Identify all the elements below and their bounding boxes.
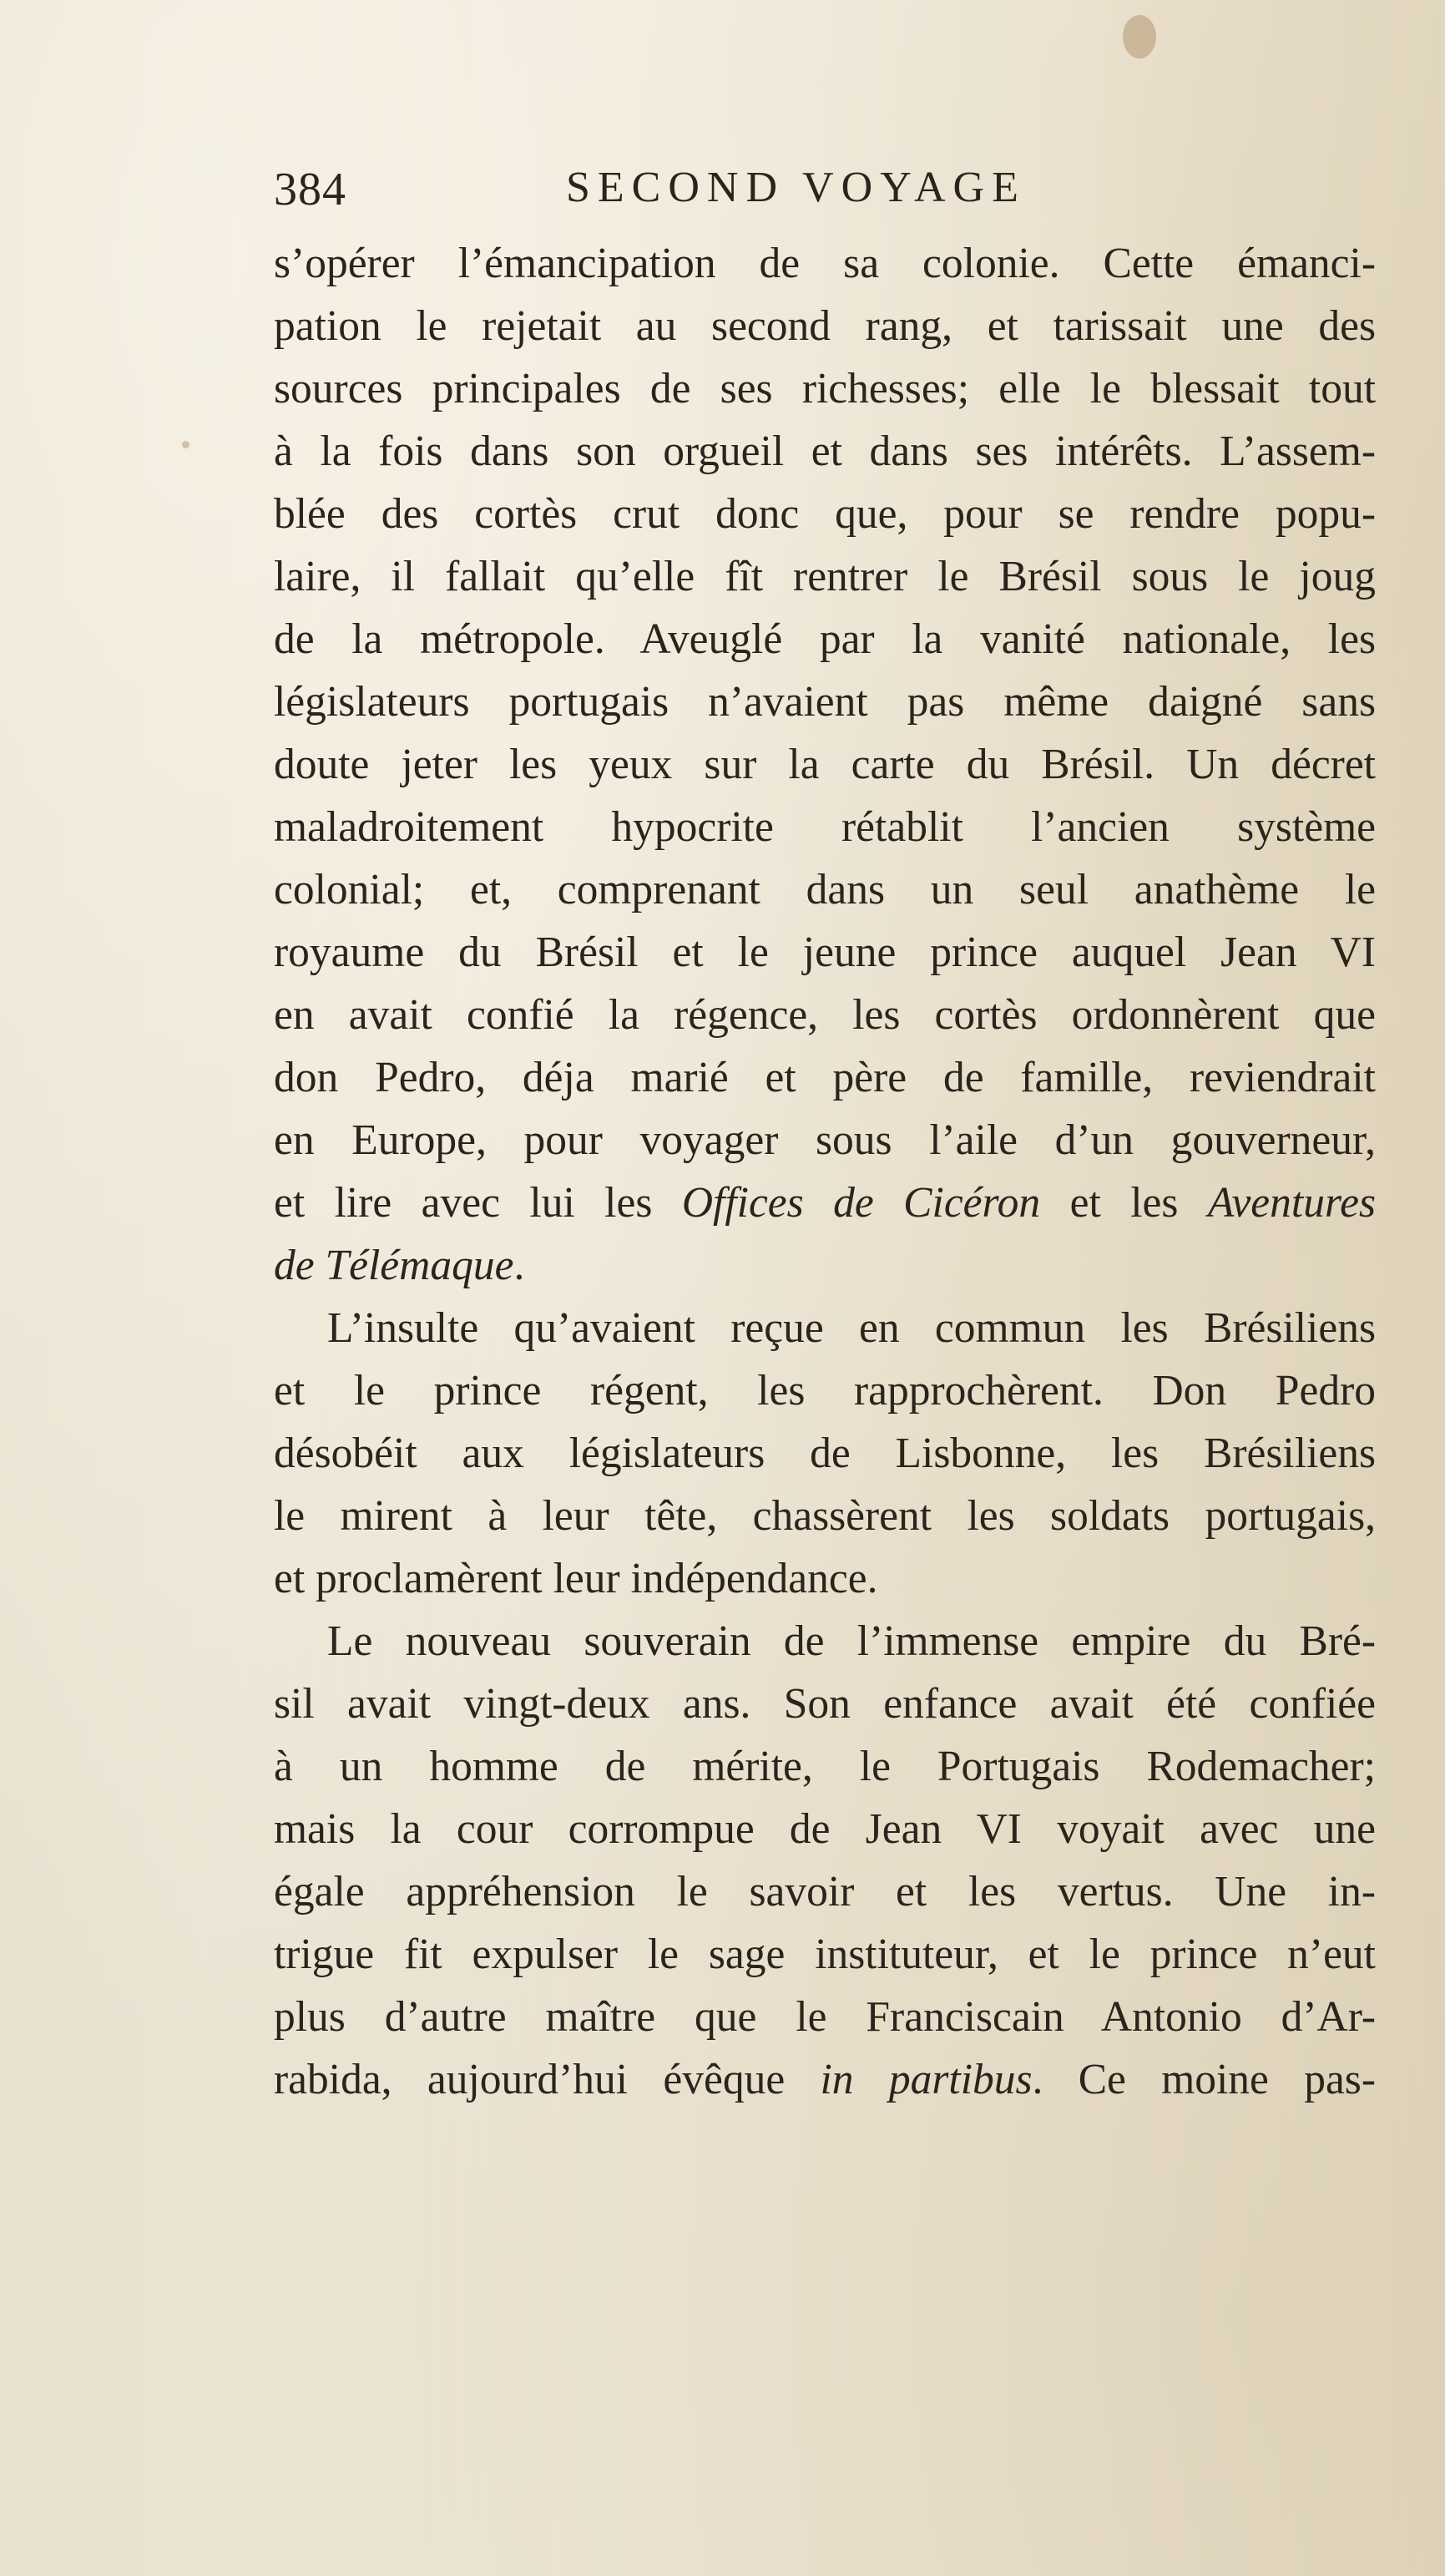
text-line: égale appréhension le savoir et les vertus. Une in-	[274, 1868, 1376, 1916]
paper-stain	[182, 441, 189, 448]
paragraph-first-line: L’insulte qu’avaient reçue en commun les Brésiliens	[327, 1304, 1376, 1352]
text-line: trigue fit expulser le sage instituteur, et le prince n’eut	[274, 1931, 1376, 1978]
running-title: SECOND VOYAGE	[566, 164, 1026, 211]
text-line: et proclamèrent leur indépendance.	[274, 1555, 878, 1602]
page-number: 384	[274, 164, 346, 215]
body-text	[274, 232, 1376, 2111]
text-line: doute jeter les yeux sur la carte du Brésil. Un décret	[274, 741, 1376, 788]
text-line: en Europe, pour voyager sous l’aile d’un gouverneur,	[274, 1116, 1376, 1164]
text-line: don Pedro, déja marié et père de famille, reviendrait	[274, 1054, 1376, 1101]
text-line: colonial; et, comprenant dans un seul anathème le	[274, 866, 1376, 913]
text-line: et le prince régent, les rapprochèrent. Don Pedro	[274, 1367, 1376, 1415]
text-line: et lire avec lui les Offices de Cicéron et les Aventures	[274, 1179, 1376, 1227]
text-line: désobéit aux législateurs de Lisbonne, les Brésiliens	[274, 1430, 1376, 1477]
text-line: royaume du Brésil et le jeune prince auquel Jean VI	[274, 929, 1376, 976]
text-line: le mirent à leur tête, chassèrent les soldats portugais,	[274, 1492, 1376, 1540]
paragraph-first-line: Le nouveau souverain de l’immense empire du Bré-	[327, 1617, 1376, 1665]
text-line: pation le rejetait au second rang, et tarissait une des	[274, 302, 1376, 350]
text-line: plus d’autre maître que le Franciscain Antonio d’Ar-	[274, 1993, 1376, 2041]
text-line: de Télémaque.	[274, 1242, 525, 1289]
text-line: laire, il fallait qu’elle fît rentrer le Brésil sous le joug	[274, 553, 1376, 600]
text-line: s’opérer l’émancipation de sa colonie. Cette émanci-	[274, 240, 1376, 287]
text-line: en avait confié la régence, les cortès ordonnèrent que	[274, 991, 1376, 1039]
text-line: rabida, aujourd’hui évêque in partibus. Ce moine pas-	[274, 2056, 1376, 2103]
text-line: blée des cortès crut donc que, pour se rendre popu-	[274, 490, 1376, 538]
text-line: sil avait vingt-deux ans. Son enfance avait été confiée	[274, 1680, 1376, 1728]
text-line: à la fois dans son orgueil et dans ses intérêts. L’assem-	[274, 428, 1376, 475]
text-line: de la métropole. Aveuglé par la vanité nationale, les	[274, 615, 1376, 663]
text-line: à un homme de mérite, le Portugais Rodemacher;	[274, 1743, 1376, 1790]
text-line: sources principales de ses richesses; elle le blessait tout	[274, 365, 1376, 412]
text-line: législateurs portugais n’avaient pas même daigné sans	[274, 678, 1376, 726]
text-line: maladroitement hypocrite rétablit l’ancien système	[274, 803, 1376, 851]
paper-stain	[1123, 15, 1156, 58]
page-header	[274, 163, 1117, 221]
text-line: mais la cour corrompue de Jean VI voyait avec une	[274, 1805, 1376, 1853]
